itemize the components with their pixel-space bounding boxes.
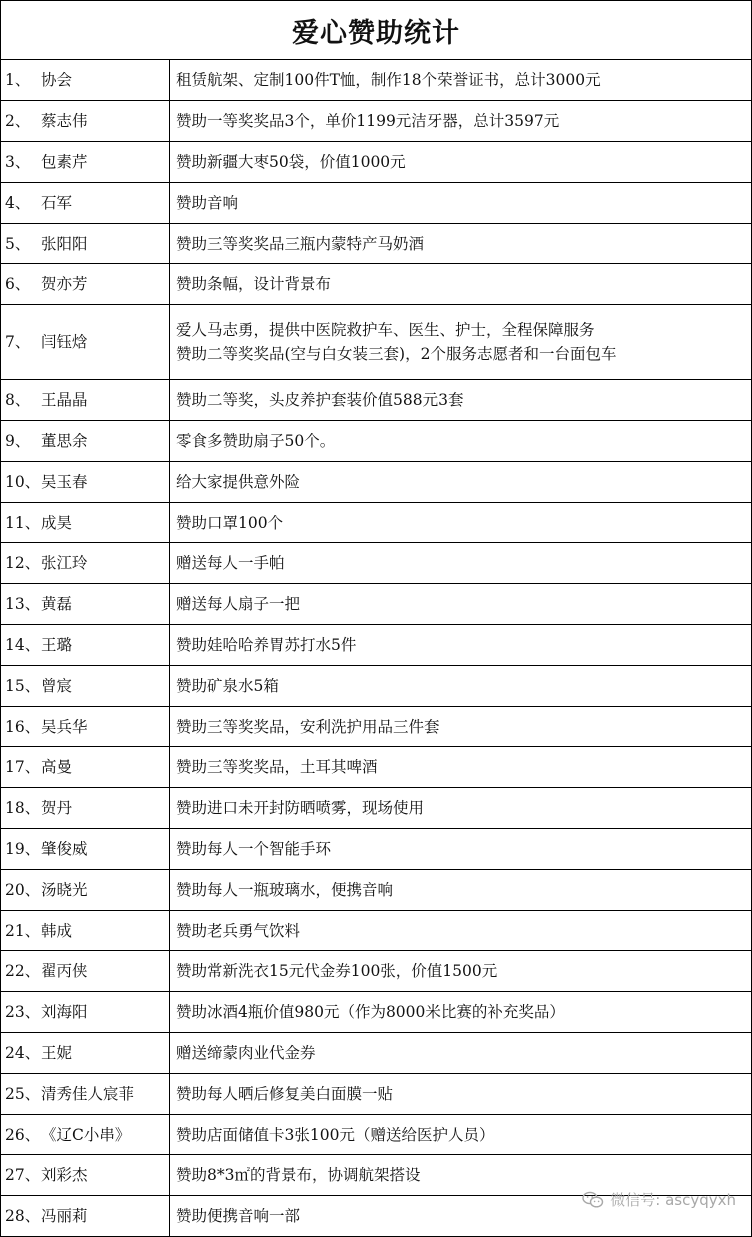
row-number: 8、 [5, 391, 31, 410]
sponsorship-text: 爱人马志勇，提供中医院救护车、医生、护士，全程保障服务 [176, 321, 595, 340]
sponsorship-cell [170, 992, 752, 1033]
sponsor-name: 张阳阳 [41, 234, 88, 253]
wechat-watermark [582, 1189, 736, 1210]
table-row [1, 951, 752, 992]
row-number: 14、 [5, 635, 41, 654]
row-number: 19、 [5, 839, 41, 858]
sponsorship-text: 赞助三等奖奖品三瓶内蒙特产马奶酒 [176, 234, 425, 253]
sponsorship-cell [170, 625, 752, 666]
sponsor-cell [1, 182, 170, 223]
sponsorship-text: 赠送每人一手帕 [176, 554, 285, 573]
sponsorship-cell [170, 380, 752, 421]
sponsorship-text: 赞助新疆大枣50袋，价值1000元 [176, 152, 406, 171]
sponsorship-cell [170, 305, 752, 380]
row-number: 12、 [5, 554, 41, 573]
sponsor-name: 董思余 [41, 431, 88, 450]
sponsor-cell [1, 1196, 170, 1237]
sponsorship-cell [170, 101, 752, 142]
sponsor-cell [1, 502, 170, 543]
sponsorship-text: 零食多赞助扇子50个。 [176, 431, 336, 450]
sponsorship-cell [170, 1073, 752, 1114]
table-row [1, 461, 752, 502]
table-row [1, 706, 752, 747]
sponsor-name: 闫钰焓 [41, 333, 88, 352]
sponsor-cell [1, 223, 170, 264]
sponsorship-cell [170, 142, 752, 183]
row-number: 3、 [5, 152, 31, 171]
sponsor-name: 吴玉春 [41, 472, 88, 491]
sponsorship-text: 赞助老兵勇气饮料 [176, 921, 301, 940]
table-row [1, 829, 752, 870]
row-number: 22、 [5, 962, 41, 981]
sponsor-name: 吴兵华 [41, 717, 88, 736]
sponsorship-text: 赞助三等奖奖品，安利洗护用品三件套 [176, 717, 440, 736]
row-number: 9、 [5, 431, 31, 450]
sponsorship-text: 赞助8*3㎡的背景布，协调航架搭设 [176, 1166, 421, 1185]
sponsorship-text: 赞助矿泉水5箱 [176, 676, 279, 695]
sponsorship-cell [170, 223, 752, 264]
row-number: 1、 [5, 71, 31, 90]
sponsor-name: 蔡志伟 [41, 112, 88, 131]
sponsorship-text: 赞助音响 [176, 193, 239, 212]
sponsorship-cell [170, 584, 752, 625]
sponsorship-text: 赞助常新洗衣15元代金券100张，价值1500元 [176, 962, 498, 981]
table-row [1, 1073, 752, 1114]
sponsorship-cell [170, 461, 752, 502]
sponsor-cell [1, 461, 170, 502]
sponsor-cell [1, 665, 170, 706]
sponsor-name: 清秀佳人宸菲 [41, 1084, 135, 1103]
sponsorship-cell [170, 910, 752, 951]
sponsorship-text: 赞助店面储值卡3张100元（赠送给医护人员） [176, 1125, 495, 1144]
row-number: 6、 [5, 275, 31, 294]
sponsorship-text: 租赁航架、定制100件T恤，制作18个荣誉证书，总计3000元 [176, 71, 601, 90]
sponsorship-text: 赞助娃哈哈养胃苏打水5件 [176, 635, 357, 654]
row-number: 27、 [5, 1166, 41, 1185]
table-row [1, 101, 752, 142]
row-number: 15、 [5, 676, 41, 695]
sponsor-cell [1, 421, 170, 462]
row-number: 13、 [5, 595, 41, 614]
sponsor-name: 《辽C小串》 [41, 1125, 131, 1144]
table-row [1, 625, 752, 666]
row-number: 7、 [5, 333, 31, 352]
sponsor-name: 曾宸 [41, 676, 73, 695]
sponsor-name: 汤晓光 [41, 880, 88, 899]
sponsorship-cell [170, 502, 752, 543]
table-row [1, 182, 752, 223]
table-row [1, 502, 752, 543]
sponsorship-cell [170, 543, 752, 584]
sponsor-cell [1, 142, 170, 183]
table-row [1, 380, 752, 421]
table-row [1, 910, 752, 951]
row-number: 28、 [5, 1207, 41, 1226]
sponsorship-text: 给大家提供意外险 [176, 472, 301, 491]
sponsorship-text: 赞助每人晒后修复美白面膜一贴 [176, 1084, 394, 1103]
row-number: 17、 [5, 758, 41, 777]
table-row [1, 305, 752, 380]
sponsor-name: 韩成 [41, 921, 73, 940]
sponsor-cell [1, 747, 170, 788]
sponsor-cell [1, 1033, 170, 1074]
table-row [1, 1033, 752, 1074]
sponsorship-text: 赞助二等奖，头皮养护套装价值588元3套 [176, 391, 464, 410]
sponsor-cell [1, 584, 170, 625]
sponsorship-text: 赞助进口未开封防晒喷雾，现场使用 [176, 799, 425, 818]
table-row [1, 665, 752, 706]
sponsor-cell [1, 1073, 170, 1114]
table-row [1, 1114, 752, 1155]
row-number: 26、 [5, 1125, 41, 1144]
sponsorship-text: 赞助二等奖奖品(空与白女装三套)，2个服务志愿者和一台面包车 [176, 345, 617, 364]
sponsor-name: 王妮 [41, 1043, 73, 1062]
table-row [1, 142, 752, 183]
sponsor-name: 冯丽莉 [41, 1207, 88, 1226]
sponsor-cell [1, 625, 170, 666]
table-row [1, 264, 752, 305]
sponsorship-cell [170, 182, 752, 223]
sponsor-name: 贺丹 [41, 799, 73, 818]
sponsorship-text: 赠送缔蒙肉业代金券 [176, 1043, 316, 1062]
row-number: 20、 [5, 880, 41, 899]
table-row [1, 223, 752, 264]
sponsor-cell [1, 1114, 170, 1155]
sponsor-cell [1, 869, 170, 910]
sponsorship-cell [170, 264, 752, 305]
sponsor-name: 王璐 [41, 635, 73, 654]
sponsor-name: 王晶晶 [41, 391, 88, 410]
row-number: 16、 [5, 717, 41, 736]
sponsor-cell [1, 305, 170, 380]
sponsor-name: 黄磊 [41, 595, 73, 614]
sponsorship-text: 赞助冰酒4瓶价值980元（作为8000米比赛的补充奖品） [176, 1003, 565, 1022]
sponsorship-cell [170, 421, 752, 462]
sponsor-name: 肇俊威 [41, 839, 88, 858]
sponsorship-text: 赞助条幅，设计背景布 [176, 275, 332, 294]
sponsorship-cell [170, 1033, 752, 1074]
watermark-text: 微信号: ascyqyxh [610, 1191, 736, 1209]
sponsorship-cell [170, 1114, 752, 1155]
sponsorship-text: 赞助一等奖奖品3个，单价1199元洁牙器，总计3597元 [176, 112, 560, 131]
sponsor-cell [1, 543, 170, 584]
sponsor-name: 高曼 [41, 758, 73, 777]
sponsor-name: 成昊 [41, 513, 73, 532]
table-row [1, 543, 752, 584]
sponsor-name: 石军 [41, 193, 73, 212]
sponsor-name: 贺亦芳 [41, 275, 88, 294]
sheet-title: 爱心赞助统计 [1, 1, 751, 60]
sponsor-cell [1, 706, 170, 747]
sponsorship-text: 赞助每人一个智能手环 [176, 839, 332, 858]
row-number: 24、 [5, 1043, 41, 1062]
sponsorship-cell [170, 788, 752, 829]
table-row [1, 869, 752, 910]
sponsorship-text: 赞助三等奖奖品，土耳其啤酒 [176, 758, 378, 777]
sponsor-name: 协会 [41, 71, 73, 90]
sponsor-cell [1, 101, 170, 142]
row-number: 4、 [5, 193, 31, 212]
table-row [1, 584, 752, 625]
table-row [1, 788, 752, 829]
row-number: 25、 [5, 1084, 41, 1103]
sponsor-cell [1, 788, 170, 829]
sponsor-name: 包素芹 [41, 152, 88, 171]
sponsor-cell [1, 910, 170, 951]
row-number: 18、 [5, 799, 41, 818]
table-row [1, 992, 752, 1033]
row-number: 2、 [5, 112, 31, 131]
sponsor-name: 翟丙侠 [41, 962, 88, 981]
table-row [1, 421, 752, 462]
row-number: 23、 [5, 1003, 41, 1022]
sponsorship-text: 赞助便携音响一部 [176, 1207, 301, 1226]
sponsorship-cell [170, 665, 752, 706]
sponsor-cell [1, 380, 170, 421]
sponsor-cell [1, 829, 170, 870]
sponsorship-cell [170, 951, 752, 992]
sponsor-name: 刘海阳 [41, 1003, 88, 1022]
table-row [1, 60, 752, 101]
sponsorship-cell [170, 706, 752, 747]
sponsor-cell [1, 264, 170, 305]
sponsor-name: 刘彩杰 [41, 1166, 88, 1185]
wechat-icon [582, 1191, 604, 1209]
row-number: 5、 [5, 234, 31, 253]
sponsor-cell [1, 1155, 170, 1196]
sponsorship-text: 赠送每人扇子一把 [176, 595, 301, 614]
sponsor-name: 张江玲 [41, 554, 88, 573]
table-row [1, 747, 752, 788]
sponsorship-cell [170, 60, 752, 101]
sponsorship-cell [170, 869, 752, 910]
row-number: 11、 [5, 513, 41, 532]
sponsor-cell [1, 60, 170, 101]
row-number: 21、 [5, 921, 41, 940]
sponsor-cell [1, 951, 170, 992]
sponsor-table [1, 60, 752, 1237]
sponsorship-text: 赞助每人一瓶玻璃水，便携音响 [176, 880, 394, 899]
sponsorship-cell [170, 829, 752, 870]
row-number: 10、 [5, 472, 41, 491]
sponsorship-text: 赞助口罩100个 [176, 513, 284, 532]
sponsor-cell [1, 992, 170, 1033]
sponsorship-cell [170, 747, 752, 788]
